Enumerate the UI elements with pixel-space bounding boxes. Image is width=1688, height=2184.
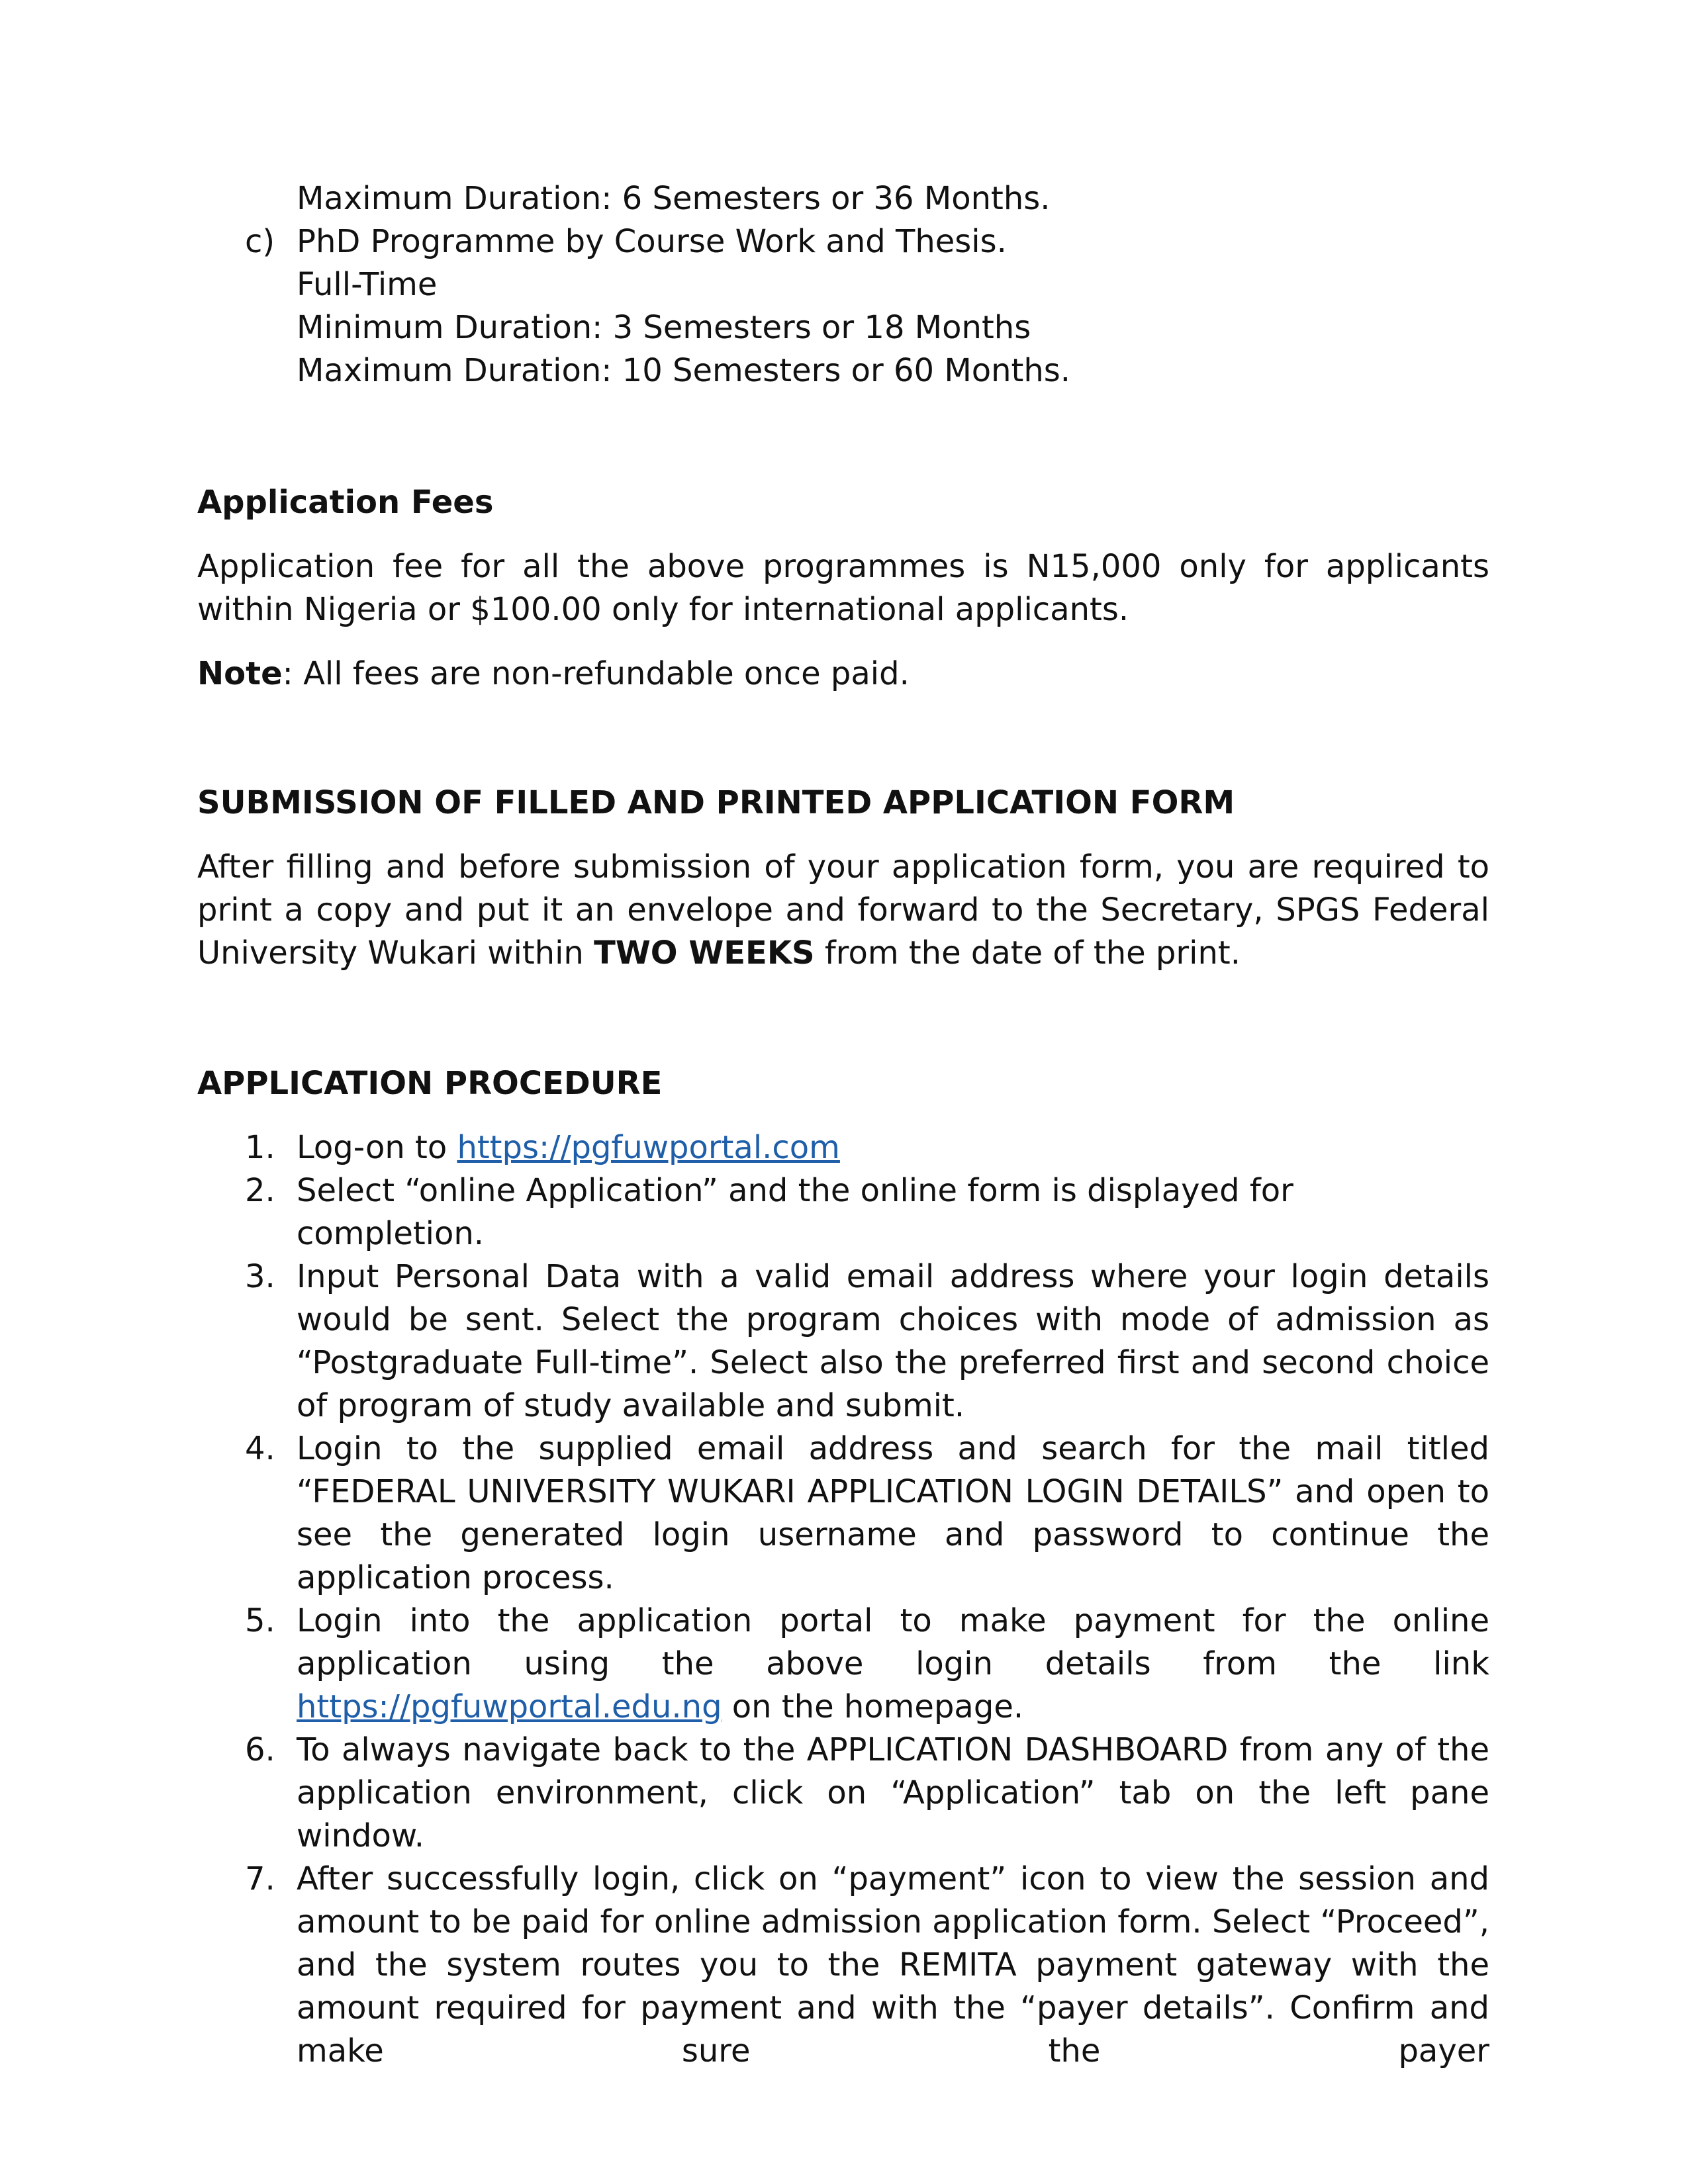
submission-body-text: After filling and before submission of your application form, you are required to print a copy and put it an envelope and forward to the Secretary, SPGS Federal University Wukari within	[197, 848, 1489, 972]
list-marker: 7.	[245, 1860, 275, 1897]
step-7-text: After successfully login, click on “payment” icon to view the session and amount to be paid for online admission application form. Select “Proceed”, and the system routes you to the REMITA payment gateway with the amount required for payment and with the “payer details”. Confirm and make sure the payer	[297, 1860, 1489, 2070]
submission-deadline: TWO WEEKS	[594, 934, 815, 972]
procedure-step-7	[197, 1858, 1489, 2073]
fees-note	[197, 653, 1489, 696]
note-text: : All fees are non-refundable once paid.	[282, 655, 910, 692]
list-marker: 4.	[245, 1430, 275, 1467]
programme-c-maximum-duration: Maximum Duration: 10 Semesters or 60 Months.	[297, 352, 1071, 389]
procedure-step-5	[197, 1600, 1489, 1729]
step-1-text: Log-on to	[297, 1129, 457, 1166]
list-marker: 5.	[245, 1602, 275, 1639]
step-3-text: Input Personal Data with a valid email address where your login details would be sent. Select the program choices with mode of admission as “Postgraduate Full-time”. Select also the preferred first and second choice of program of study available and submit.	[297, 1258, 1489, 1424]
programme-c-minimum-duration: Minimum Duration: 3 Semesters or 18 Months	[297, 309, 1031, 346]
programme-b-maximum-duration: Maximum Duration: 6 Semesters or 36 Months.	[297, 180, 1051, 217]
note-label: Note	[197, 655, 283, 692]
procedure-step-2	[197, 1169, 1489, 1255]
step-2-text: Select “online Application” and the online form is displayed for completion.	[297, 1172, 1293, 1252]
programme-c-mode: Full-Time	[297, 266, 438, 303]
programme-item-c	[197, 220, 1489, 263]
portal-edu-link[interactable]: https://pgfuwportal.edu.ng	[297, 1688, 722, 1725]
application-fees-heading: Application Fees	[197, 484, 494, 521]
document-page	[197, 177, 1489, 2073]
list-marker: c)	[245, 223, 275, 260]
procedure-step-6	[197, 1729, 1489, 1858]
list-marker: 1.	[245, 1129, 275, 1166]
step-6-text: To always navigate back to the APPLICATION DASHBOARD from any of the application environment, click on “Application” tab on the left pane window.	[297, 1731, 1489, 1854]
submission-body-end: from the date of the print.	[814, 934, 1241, 972]
step-5-text-end: on the homepage.	[722, 1688, 1024, 1725]
step-4-text: Login to the supplied email address and search for the mail titled “FEDERAL UNIVERSITY WUKARI APPLICATION LOGIN DETAILS” and open to see the generated login username and password to continue the application process.	[297, 1430, 1489, 1596]
list-marker: 3.	[245, 1258, 275, 1295]
submission-heading: SUBMISSION OF FILLED AND PRINTED APPLICATION FORM	[197, 784, 1235, 821]
procedure-step-4	[197, 1428, 1489, 1600]
programme-c-title: PhD Programme by Course Work and Thesis.	[297, 223, 1007, 260]
application-fees-body: Application fee for all the above programmes is N15,000 only for applicants within Nigeria or $100.00 only for international applicants.	[197, 548, 1489, 628]
step-5-text: Login into the application portal to make payment for the online application using the above login details from the link	[297, 1602, 1489, 1682]
procedure-heading: APPLICATION PROCEDURE	[197, 1065, 663, 1102]
list-marker: 6.	[245, 1731, 275, 1768]
procedure-step-1	[197, 1126, 1489, 1169]
portal-link[interactable]: https://pgfuwportal.com	[457, 1129, 840, 1166]
submission-body	[197, 846, 1489, 975]
procedure-step-3	[197, 1255, 1489, 1428]
list-marker: 2.	[245, 1172, 275, 1209]
